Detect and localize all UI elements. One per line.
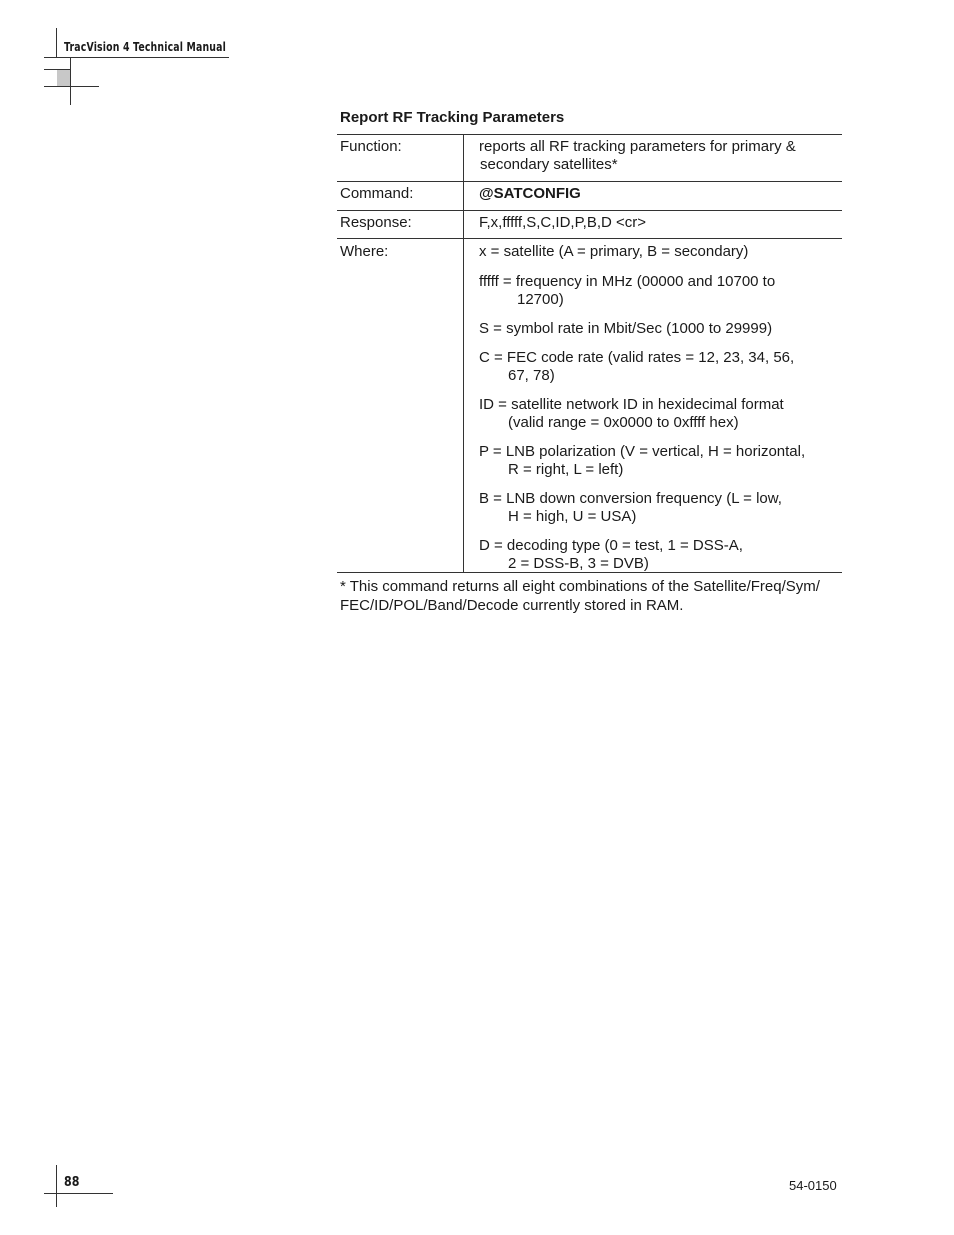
definition-line: fffff = frequency in MHz (00000 and 10700 to [479,273,776,290]
response-value: F,x,fffff,S,C,ID,P,B,D <cr> [479,214,647,231]
registration-box [57,69,70,86]
row-rule [337,210,842,211]
footer-rule [44,1193,113,1194]
definition-line: B = LNB down conversion frequency (L = low, [479,490,782,507]
where-label: Where: [340,243,389,260]
table-top-rule [337,134,842,135]
definition-line: C = FEC code rate (valid rates = 12, 23, 34, 56, [479,349,795,366]
table-bottom-rule [337,572,842,573]
header-rule [44,57,229,58]
definition-x [479,243,839,261]
document-number: 54-0150 [789,1178,837,1193]
definition-continuation: (valid range = 0x0000 to 0xffff hex) [508,414,739,431]
page-number: 88 [64,1175,80,1190]
definition-p [479,443,839,479]
row-rule [337,238,842,239]
footnote-line-1: * This command returns all eight combinations of the Satellite/Freq/Sym/ [340,578,820,595]
definition-line: x = satellite (A = primary, B = secondary) [479,243,749,260]
definition-s [479,320,839,338]
definition-b [479,490,839,526]
crop-mark-horizontal-2 [44,86,99,87]
command-label: Command: [340,185,414,202]
function-value [479,138,834,174]
footnote-line-2: FEC/ID/POL/Band/Decode currently stored in RAM. [340,597,684,614]
column-separator [463,134,464,572]
definition-c [479,349,839,385]
command-value: @SATCONFIG [479,185,581,202]
function-label: Function: [340,138,402,155]
response-label: Response: [340,214,412,231]
function-line-2: secondary satellites* [480,156,618,173]
definition-line: S = symbol rate in Mbit/Sec (1000 to 29999) [479,320,773,337]
definition-continuation: 12700) [517,291,564,308]
crop-mark-horizontal [44,69,70,70]
definition-id [479,396,839,432]
definition-line: D = decoding type (0 = test, 1 = DSS-A, [479,537,743,554]
section-title: Report RF Tracking Parameters [340,109,565,126]
definition-line: P = LNB polarization (V = vertical, H = horizontal, [479,443,806,460]
definition-continuation: H = high, U = USA) [508,508,637,525]
crop-mark-vertical-2 [70,58,71,105]
function-line-1: reports all RF tracking parameters for primary & [479,138,796,155]
footer-crop-vertical [56,1165,57,1207]
definition-line: ID = satellite network ID in hexidecimal format [479,396,784,413]
manual-title: TracVision 4 Technical Manual [64,40,226,54]
row-rule [337,181,842,182]
definition-fffff [479,273,839,309]
definition-d [479,537,839,573]
crop-mark-vertical [56,28,57,58]
definition-continuation: 2 = DSS-B, 3 = DVB) [508,555,649,572]
definition-continuation: R = right, L = left) [508,461,624,478]
definition-continuation: 67, 78) [508,367,555,384]
footnote [340,577,850,615]
